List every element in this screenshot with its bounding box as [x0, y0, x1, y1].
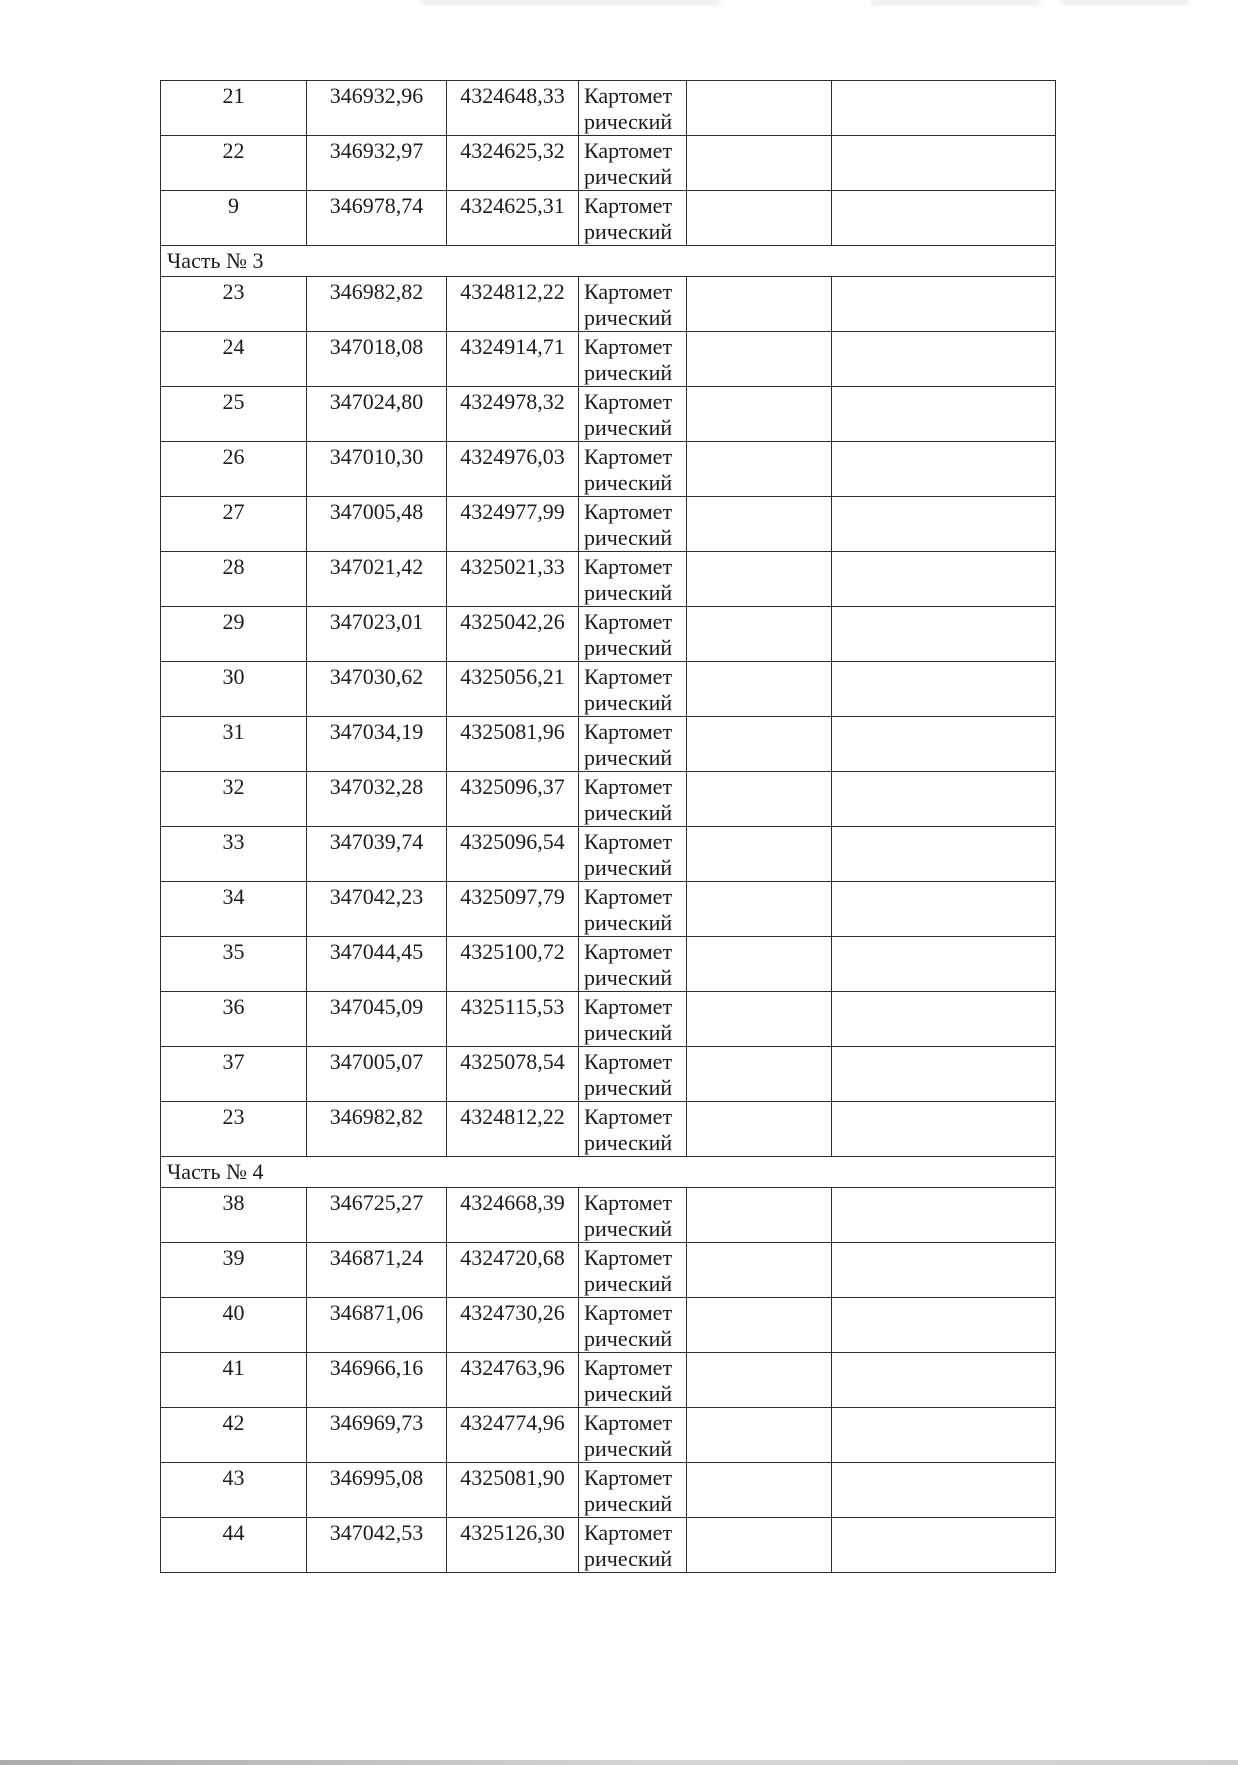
empty-cell-2 — [832, 552, 1056, 607]
coordinate-x-cell: 347010,30 — [307, 442, 447, 497]
coordinate-x-cell: 347042,53 — [307, 1518, 447, 1573]
point-number-cell: 31 — [161, 717, 307, 772]
empty-cell-1 — [687, 1047, 832, 1102]
method-line2: рический — [584, 360, 673, 385]
empty-cell-2 — [832, 1047, 1056, 1102]
coordinate-y-cell: 4325042,26 — [447, 607, 579, 662]
coordinate-x-cell: 347045,09 — [307, 992, 447, 1047]
empty-cell-1 — [687, 937, 832, 992]
empty-cell-2 — [832, 387, 1056, 442]
empty-cell-2 — [832, 332, 1056, 387]
method-line2: рический — [584, 745, 673, 770]
empty-cell-1 — [687, 442, 832, 497]
scan-artifact-top — [1060, 0, 1190, 7]
coordinate-y-cell: 4325096,37 — [447, 772, 579, 827]
empty-cell-1 — [687, 1298, 832, 1353]
method-line2: рический — [584, 415, 673, 440]
coordinate-y-cell: 4325100,72 — [447, 937, 579, 992]
point-number-cell: 43 — [161, 1463, 307, 1518]
empty-cell-1 — [687, 1408, 832, 1463]
empty-cell-2 — [832, 882, 1056, 937]
empty-cell-1 — [687, 1188, 832, 1243]
empty-cell-1 — [687, 1102, 832, 1157]
method-cell — [579, 772, 687, 827]
method-line1: Картомет — [584, 1410, 673, 1435]
coordinate-x-cell: 347034,19 — [307, 717, 447, 772]
table-row — [161, 1518, 1056, 1573]
empty-cell-1 — [687, 191, 832, 246]
point-number-cell: 22 — [161, 136, 307, 191]
method-cell — [579, 1102, 687, 1157]
empty-cell-2 — [832, 277, 1056, 332]
coordinate-x-cell: 347005,07 — [307, 1047, 447, 1102]
coordinate-x-cell: 347024,80 — [307, 387, 447, 442]
point-number-cell: 32 — [161, 772, 307, 827]
point-number-cell: 40 — [161, 1298, 307, 1353]
point-number-cell: 35 — [161, 937, 307, 992]
method-line1: Картомет — [584, 774, 673, 799]
method-line2: рический — [584, 1491, 673, 1516]
point-number-cell: 21 — [161, 81, 307, 136]
method-line2: рический — [584, 1271, 673, 1296]
point-number-cell: 9 — [161, 191, 307, 246]
method-cell — [579, 882, 687, 937]
coordinate-x-cell: 346871,24 — [307, 1243, 447, 1298]
method-cell — [579, 332, 687, 387]
method-line2: рический — [584, 635, 673, 660]
table-row — [161, 552, 1056, 607]
point-number-cell: 41 — [161, 1353, 307, 1408]
coordinate-x-cell: 347005,48 — [307, 497, 447, 552]
method-cell — [579, 191, 687, 246]
method-line2: рический — [584, 910, 673, 935]
method-line1: Картомет — [584, 193, 673, 218]
method-cell — [579, 662, 687, 717]
coordinate-x-cell: 346995,08 — [307, 1463, 447, 1518]
coordinate-y-cell: 4324914,71 — [447, 332, 579, 387]
method-line1: Картомет — [584, 444, 673, 469]
empty-cell-2 — [832, 136, 1056, 191]
method-line2: рический — [584, 1381, 673, 1406]
coordinate-y-cell: 4324774,96 — [447, 1408, 579, 1463]
method-line1: Картомет — [584, 1465, 673, 1490]
coordinate-x-cell: 347030,62 — [307, 662, 447, 717]
point-number-cell: 23 — [161, 1102, 307, 1157]
method-line1: Картомет — [584, 1245, 673, 1270]
method-cell — [579, 607, 687, 662]
method-cell — [579, 1047, 687, 1102]
table-row — [161, 332, 1056, 387]
method-line1: Картомет — [584, 719, 673, 744]
method-line2: рический — [584, 525, 673, 550]
coordinate-y-cell: 4325115,53 — [447, 992, 579, 1047]
table-row — [161, 717, 1056, 772]
method-cell — [579, 387, 687, 442]
point-number-cell: 26 — [161, 442, 307, 497]
empty-cell-2 — [832, 992, 1056, 1047]
point-number-cell: 28 — [161, 552, 307, 607]
method-line2: рический — [584, 1436, 673, 1461]
method-line1: Картомет — [584, 279, 673, 304]
table-row — [161, 882, 1056, 937]
coordinate-x-cell: 347032,28 — [307, 772, 447, 827]
method-line1: Картомет — [584, 1049, 673, 1074]
table-row — [161, 1188, 1056, 1243]
method-line2: рический — [584, 164, 673, 189]
coordinate-y-cell: 4325097,79 — [447, 882, 579, 937]
method-line1: Картомет — [584, 1520, 673, 1545]
method-cell — [579, 992, 687, 1047]
point-number-cell: 34 — [161, 882, 307, 937]
point-number-cell: 27 — [161, 497, 307, 552]
empty-cell-1 — [687, 607, 832, 662]
empty-cell-2 — [832, 662, 1056, 717]
empty-cell-1 — [687, 992, 832, 1047]
empty-cell-1 — [687, 827, 832, 882]
empty-cell-1 — [687, 81, 832, 136]
empty-cell-2 — [832, 1298, 1056, 1353]
point-number-cell: 33 — [161, 827, 307, 882]
coordinate-y-cell: 4324976,03 — [447, 442, 579, 497]
coordinate-x-cell: 346978,74 — [307, 191, 447, 246]
method-cell — [579, 1188, 687, 1243]
method-cell — [579, 552, 687, 607]
coordinate-x-cell: 346725,27 — [307, 1188, 447, 1243]
table-row — [161, 937, 1056, 992]
table-row — [161, 442, 1056, 497]
empty-cell-1 — [687, 1353, 832, 1408]
coordinate-y-cell: 4324763,96 — [447, 1353, 579, 1408]
method-line2: рический — [584, 109, 673, 134]
empty-cell-1 — [687, 882, 832, 937]
method-line2: рический — [584, 1216, 673, 1241]
method-line1: Картомет — [584, 884, 673, 909]
empty-cell-1 — [687, 552, 832, 607]
method-cell — [579, 1353, 687, 1408]
empty-cell-1 — [687, 1463, 832, 1518]
method-line1: Картомет — [584, 1355, 673, 1380]
empty-cell-2 — [832, 772, 1056, 827]
empty-cell-2 — [832, 937, 1056, 992]
scan-artifact-bottom — [0, 1760, 1238, 1765]
coordinate-y-cell: 4324720,68 — [447, 1243, 579, 1298]
table-row — [161, 1102, 1056, 1157]
table-row — [161, 1298, 1056, 1353]
coordinate-x-cell: 347039,74 — [307, 827, 447, 882]
method-cell — [579, 937, 687, 992]
method-cell — [579, 81, 687, 136]
empty-cell-2 — [832, 191, 1056, 246]
empty-cell-2 — [832, 827, 1056, 882]
empty-cell-2 — [832, 1188, 1056, 1243]
method-cell — [579, 717, 687, 772]
coordinate-y-cell: 4325056,21 — [447, 662, 579, 717]
method-line1: Картомет — [584, 1104, 673, 1129]
table-row — [161, 81, 1056, 136]
method-line1: Картомет — [584, 829, 673, 854]
coordinate-y-cell: 4325078,54 — [447, 1047, 579, 1102]
method-line2: рический — [584, 800, 673, 825]
empty-cell-2 — [832, 1463, 1056, 1518]
point-number-cell: 42 — [161, 1408, 307, 1463]
coordinate-y-cell: 4324625,31 — [447, 191, 579, 246]
coordinate-x-cell: 346982,82 — [307, 1102, 447, 1157]
coordinate-x-cell: 347042,23 — [307, 882, 447, 937]
point-number-cell: 24 — [161, 332, 307, 387]
coordinate-table — [160, 80, 1056, 1573]
coordinate-x-cell: 346871,06 — [307, 1298, 447, 1353]
empty-cell-1 — [687, 136, 832, 191]
method-line2: рический — [584, 470, 673, 495]
coordinate-y-cell: 4324978,32 — [447, 387, 579, 442]
point-number-cell: 23 — [161, 277, 307, 332]
scan-artifact-top — [420, 0, 720, 7]
method-line2: рический — [584, 1326, 673, 1351]
coordinate-y-cell: 4324668,39 — [447, 1188, 579, 1243]
coordinate-y-cell: 4324812,22 — [447, 1102, 579, 1157]
empty-cell-2 — [832, 1408, 1056, 1463]
method-line2: рический — [584, 1130, 673, 1155]
section-header-row — [161, 1157, 1056, 1188]
scan-artifact-top — [870, 0, 1040, 7]
table-row — [161, 772, 1056, 827]
empty-cell-1 — [687, 1243, 832, 1298]
table-row — [161, 992, 1056, 1047]
empty-cell-2 — [832, 1353, 1056, 1408]
section-header-row — [161, 246, 1056, 277]
coordinate-y-cell: 4325096,54 — [447, 827, 579, 882]
coordinate-x-cell: 346932,97 — [307, 136, 447, 191]
method-line1: Картомет — [584, 1300, 673, 1325]
coordinate-y-cell: 4324812,22 — [447, 277, 579, 332]
empty-cell-2 — [832, 1102, 1056, 1157]
coordinate-x-cell: 346932,96 — [307, 81, 447, 136]
coordinate-x-cell: 346969,73 — [307, 1408, 447, 1463]
table-row — [161, 1353, 1056, 1408]
point-number-cell: 39 — [161, 1243, 307, 1298]
coordinate-x-cell: 347044,45 — [307, 937, 447, 992]
empty-cell-1 — [687, 717, 832, 772]
method-line2: рический — [584, 1020, 673, 1045]
coordinate-y-cell: 4324625,32 — [447, 136, 579, 191]
table-row — [161, 1047, 1056, 1102]
method-line1: Картомет — [584, 389, 673, 414]
empty-cell-2 — [832, 1243, 1056, 1298]
coordinate-x-cell: 346982,82 — [307, 277, 447, 332]
coordinate-y-cell: 4325081,96 — [447, 717, 579, 772]
coordinate-x-cell: 347021,42 — [307, 552, 447, 607]
point-number-cell: 25 — [161, 387, 307, 442]
method-cell — [579, 136, 687, 191]
point-number-cell: 38 — [161, 1188, 307, 1243]
method-line2: рический — [584, 965, 673, 990]
empty-cell-1 — [687, 277, 832, 332]
method-line2: рический — [584, 1546, 673, 1571]
empty-cell-2 — [832, 607, 1056, 662]
method-line1: Картомет — [584, 609, 673, 634]
point-number-cell: 30 — [161, 662, 307, 717]
coordinate-y-cell: 4325021,33 — [447, 552, 579, 607]
method-line1: Картомет — [584, 554, 673, 579]
table-row — [161, 277, 1056, 332]
table-row — [161, 387, 1056, 442]
coordinate-x-cell: 347023,01 — [307, 607, 447, 662]
coordinate-y-cell: 4324730,26 — [447, 1298, 579, 1353]
empty-cell-2 — [832, 717, 1056, 772]
empty-cell-1 — [687, 662, 832, 717]
table-row — [161, 1243, 1056, 1298]
method-cell — [579, 1408, 687, 1463]
method-cell — [579, 1463, 687, 1518]
method-line2: рический — [584, 1075, 673, 1100]
point-number-cell: 44 — [161, 1518, 307, 1573]
method-line1: Картомет — [584, 83, 673, 108]
method-line1: Картомет — [584, 499, 673, 524]
table-row — [161, 497, 1056, 552]
method-line2: рический — [584, 690, 673, 715]
method-cell — [579, 827, 687, 882]
method-line1: Картомет — [584, 939, 673, 964]
table-row — [161, 607, 1056, 662]
coordinate-x-cell: 347018,08 — [307, 332, 447, 387]
method-cell — [579, 1243, 687, 1298]
method-cell — [579, 277, 687, 332]
method-cell — [579, 1298, 687, 1353]
table-row — [161, 662, 1056, 717]
empty-cell-2 — [832, 497, 1056, 552]
method-line2: рический — [584, 305, 673, 330]
method-line1: Картомет — [584, 138, 673, 163]
section-header-label: Часть № 4 — [161, 1157, 1056, 1188]
method-line2: рический — [584, 219, 673, 244]
table-row — [161, 1408, 1056, 1463]
section-header-label: Часть № 3 — [161, 246, 1056, 277]
coordinate-x-cell: 346966,16 — [307, 1353, 447, 1408]
coordinate-y-cell: 4325126,30 — [447, 1518, 579, 1573]
empty-cell-1 — [687, 332, 832, 387]
empty-cell-2 — [832, 1518, 1056, 1573]
method-cell — [579, 497, 687, 552]
method-line1: Картомет — [584, 1190, 673, 1215]
table-row — [161, 136, 1056, 191]
point-number-cell: 37 — [161, 1047, 307, 1102]
coordinate-y-cell: 4324977,99 — [447, 497, 579, 552]
table-row — [161, 827, 1056, 882]
method-line2: рический — [584, 580, 673, 605]
table-row — [161, 191, 1056, 246]
coordinate-y-cell: 4325081,90 — [447, 1463, 579, 1518]
method-line1: Картомет — [584, 664, 673, 689]
method-cell — [579, 442, 687, 497]
empty-cell-2 — [832, 81, 1056, 136]
method-line1: Картомет — [584, 334, 673, 359]
method-line1: Картомет — [584, 994, 673, 1019]
method-line2: рический — [584, 855, 673, 880]
empty-cell-1 — [687, 1518, 832, 1573]
coordinate-y-cell: 4324648,33 — [447, 81, 579, 136]
point-number-cell: 36 — [161, 992, 307, 1047]
empty-cell-1 — [687, 772, 832, 827]
coordinate-table-body — [161, 81, 1056, 1573]
point-number-cell: 29 — [161, 607, 307, 662]
empty-cell-2 — [832, 442, 1056, 497]
method-cell — [579, 1518, 687, 1573]
empty-cell-1 — [687, 387, 832, 442]
table-row — [161, 1463, 1056, 1518]
empty-cell-1 — [687, 497, 832, 552]
